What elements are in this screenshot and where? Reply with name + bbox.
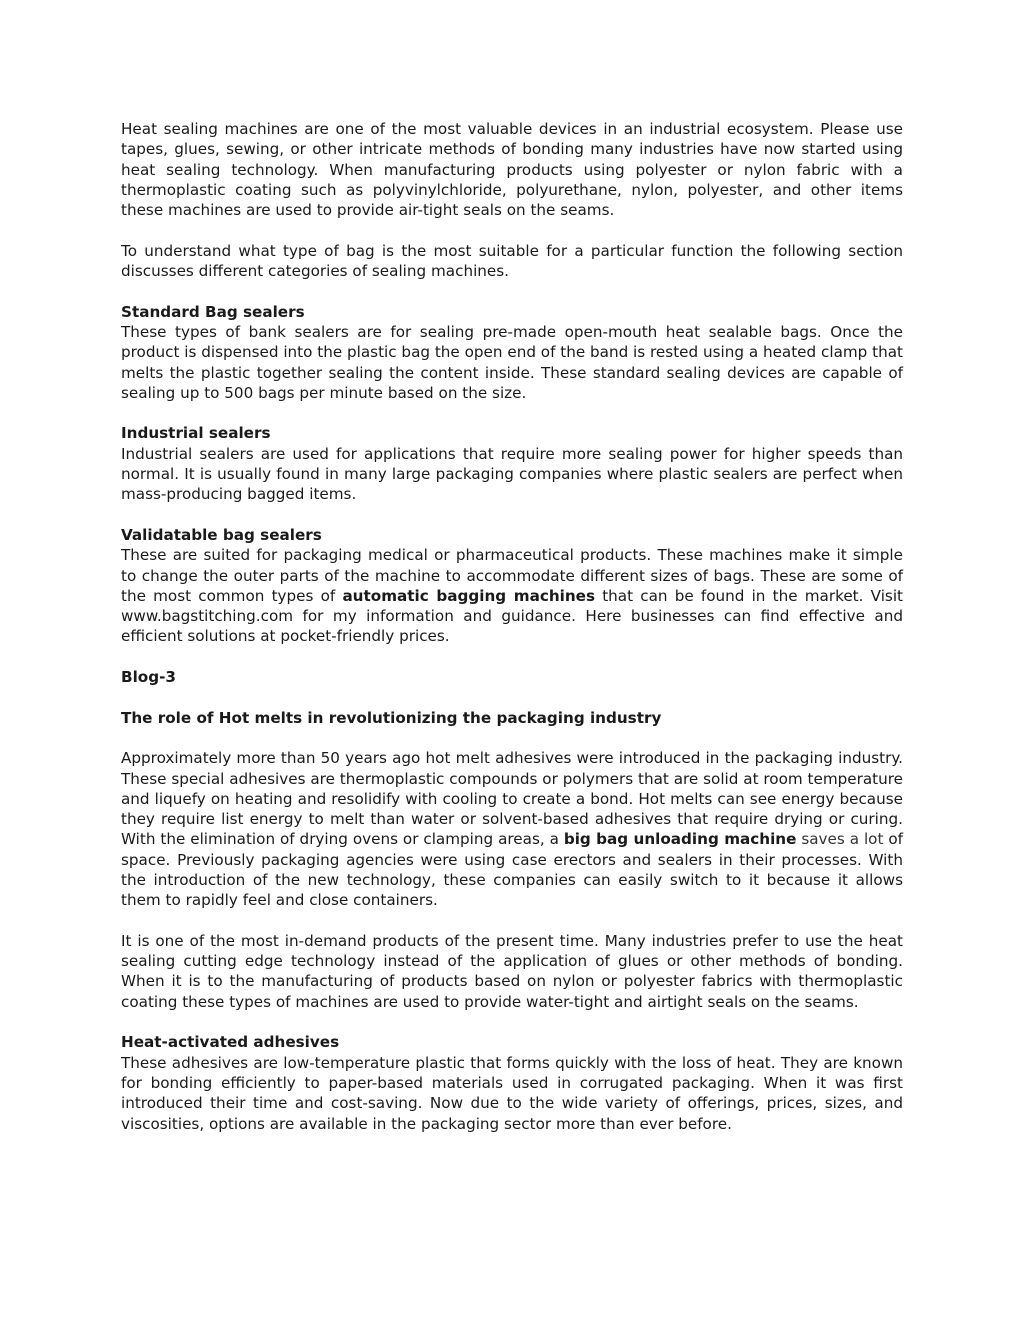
body-text: of space. Previously packaging agencies were using case erectors and sealers in their processes. With the introduction of the new technology, these companies can easily switch to it because it allows them to rapidly feel and close containers. [121, 830, 903, 910]
document-page [121, 119, 903, 1154]
automatic-bagging-machines-link[interactable]: automatic bagging machines [342, 586, 596, 605]
intro-paragraph-1: Heat sealing machines are one of the most valuable devices in an industrial ecosystem. Please use tapes, glues, sewing, or other intricate methods of bonding many industries have now started using heat sealing technology. When manufacturing products using polyester or nylon fabric with a thermoplastic coating such as polyvinylchloride, polyurethane, nylon, polyester, and other items these machines are used to provide air-tight seals on the seams. [121, 120, 903, 220]
section-body [121, 545, 903, 646]
hot-melt-paragraph-1 [121, 748, 903, 910]
blog-label: Blog-3 [121, 668, 176, 687]
body-text: that can be found in the market. Visit www.bagstitching.com for my information and guidance. Here businesses can find effective and efficient solutions at pocket-friendly prices. [121, 586, 903, 646]
blog-title: The role of Hot melts in revolutionizing the packaging industry [121, 708, 662, 727]
section-standard-bag-sealers [121, 302, 903, 403]
section-heat-activated-adhesives [121, 1032, 903, 1133]
section-body: These types of bank sealers are for sealing pre-made open-mouth heat sealable bags. Once the product is dispensed into the plastic bag the open end of the band is rested using a heated clamp that melts the plastic together sealing the content inside. These standard sealing devices are capable of sealing up to 500 bags per minute based on the size. [121, 322, 903, 402]
section-validatable-bag-sealers [121, 525, 903, 647]
section-heading: Industrial sealers [121, 424, 271, 443]
body-text: Approximately more than 50 years ago hot melt adhesives were introduced in the packaging industry. These special adhesives are thermoplastic compounds or polymers that are solid at room temperature and liquefy on heating and resolidify with cooling to create a bond. Hot melts can see energy because they require list energy to melt than water or solvent-based adhesives that require drying or curing. With the elimination of drying ovens or clamping areas, a [121, 749, 903, 849]
section-heading: Heat-activated adhesives [121, 1033, 340, 1052]
section-heading: Standard Bag sealers [121, 302, 305, 321]
section-body: These adhesives are low-temperature plastic that forms quickly with the loss of heat. They are known for bonding efficiently to paper-based materials used in corrugated packaging. When it was first introduced their time and cost-saving. Now due to the wide variety of offerings, prices, sizes, and viscosities, options are available in the packaging sector more than ever before. [121, 1053, 903, 1133]
intro-paragraph-2: To understand what type of bag is the most suitable for a particular function the following section discusses different categories of sealing machines. [121, 241, 903, 281]
body-text: These are suited for packaging medical or pharmaceutical products. These machines make it simple to change the outer parts of the machine to accommodate different sizes of bags. These are some of the most common types of [121, 546, 903, 605]
section-heading: Validatable bag sealers [121, 525, 322, 544]
section-industrial-sealers [121, 423, 903, 504]
big-bag-unloading-machine-link[interactable]: big bag unloading machine [563, 830, 797, 849]
hot-melt-paragraph-2: It is one of the most in-demand products of the present time. Many industries prefer to use the heat sealing cutting edge technology instead of the application of glues or other methods of bonding. When it is to the manufacturing of products based on nylon or polyester fabrics with thermoplastic coating these types of machines are used to provide water-tight and airtight seals on the seams. [121, 931, 903, 1011]
body-text: saves a lot [796, 830, 884, 849]
section-body: Industrial sealers are used for applications that require more sealing power for higher speeds than normal. It is usually found in many large packaging companies where plastic sealers are perfect when mass-producing bagged items. [121, 444, 903, 504]
